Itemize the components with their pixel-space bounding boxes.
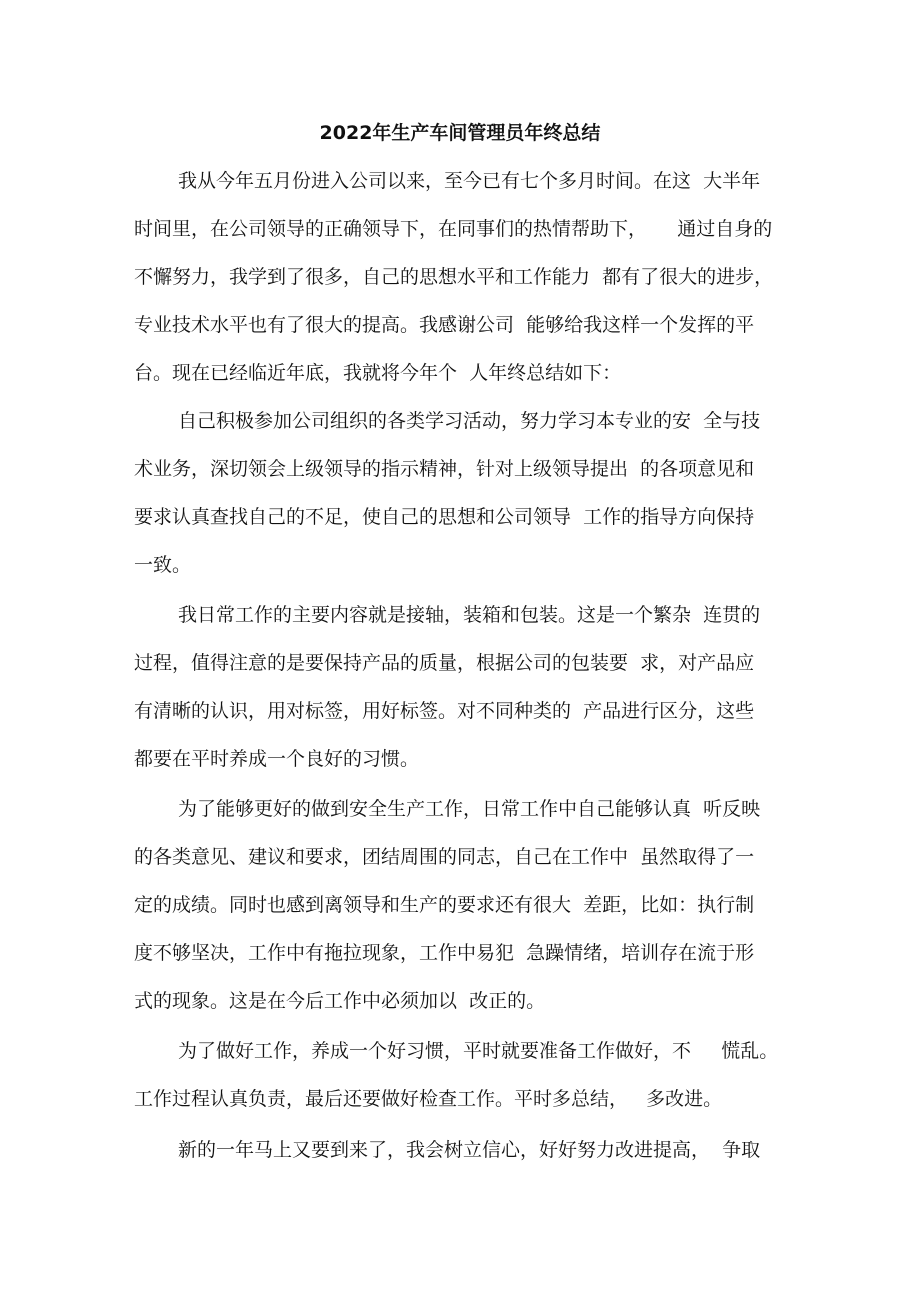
paragraph-4-line-5: 式的现象。这是在今后工作中必须加以 改正的。 <box>134 990 546 1012</box>
paragraph-2-line-2: 术业务，深切领会上级领导的指示精神，针对上级领导提出 的各项意见和 <box>134 458 755 480</box>
paragraph-4-line-4: 度不够坚决，工作中有拖拉现象，工作中易犯 急躁情绪，培训存在流于形 <box>134 942 755 964</box>
paragraph-6-line-1: 新的一年马上又要到来了，我会树立信心，好好努力改进提高， 争取 <box>178 1139 761 1161</box>
paragraph-4-line-2: 的各类意见、建议和要求，团结周围的同志，自己在工作中 虽然取得了一 <box>134 846 755 868</box>
paragraph-1-line-5: 台。现在已经临近年底，我就将今年个 人年终总结如下： <box>134 362 622 384</box>
paragraph-4-line-3: 定的成绩。同时也感到离领导和生产的要求还有很大 差距，比如：执行制 <box>134 894 755 916</box>
paragraph-5-line-2: 工作过程认真负责，最后还要做好检查工作。平时多总结， 多改进。 <box>134 1088 723 1110</box>
paragraph-3-line-1: 我日常工作的主要内容就是接轴，装箱和包装。这是一个繁杂 连贯的 <box>178 604 761 626</box>
document-title: 2022年生产车间管理员年终总结 <box>319 122 601 144</box>
paragraph-3-line-3: 有清晰的认识，用对标签，用好标签。对不同种类的 产品进行区分，这些 <box>134 700 755 722</box>
paragraph-2-line-1: 自己积极参加公司组织的各类学习活动，努力学习本专业的安 全与技 <box>178 410 761 432</box>
paragraph-1-line-1: 我从今年五月份进入公司以来，至今已有七个多月时间。在这 大半年 <box>178 170 761 192</box>
paragraph-2-line-3: 要求认真查找自己的不足，使自己的思想和公司领导 工作的指导方向保持 <box>134 506 755 528</box>
paragraph-4-line-1: 为了能够更好的做到安全生产工作，日常工作中自己能够认真 听反映 <box>178 798 761 820</box>
paragraph-5-line-1: 为了做好工作，养成一个好习惯，平时就要准备工作做好，不 慌乱。 <box>178 1040 779 1062</box>
paragraph-3-line-2: 过程，值得注意的是要保持产品的质量，根据公司的包装要 求，对产品应 <box>134 652 755 674</box>
paragraph-3-line-4: 都要在平时养成一个良好的习惯。 <box>134 748 420 770</box>
paragraph-1-line-4: 专业技术水平也有了很大的提高。我感谢公司 能够给我这样一个发挥的平 <box>134 314 755 336</box>
paragraph-1-line-2: 时间里，在公司领导的正确领导下，在同事们的热情帮助下， 通过自身的 <box>134 218 773 240</box>
paragraph-2-line-4: 一致。 <box>134 554 192 576</box>
paragraph-1-line-3: 不懈努力，我学到了很多，自己的思想水平和工作能力 都有了很大的进步， <box>134 266 774 288</box>
